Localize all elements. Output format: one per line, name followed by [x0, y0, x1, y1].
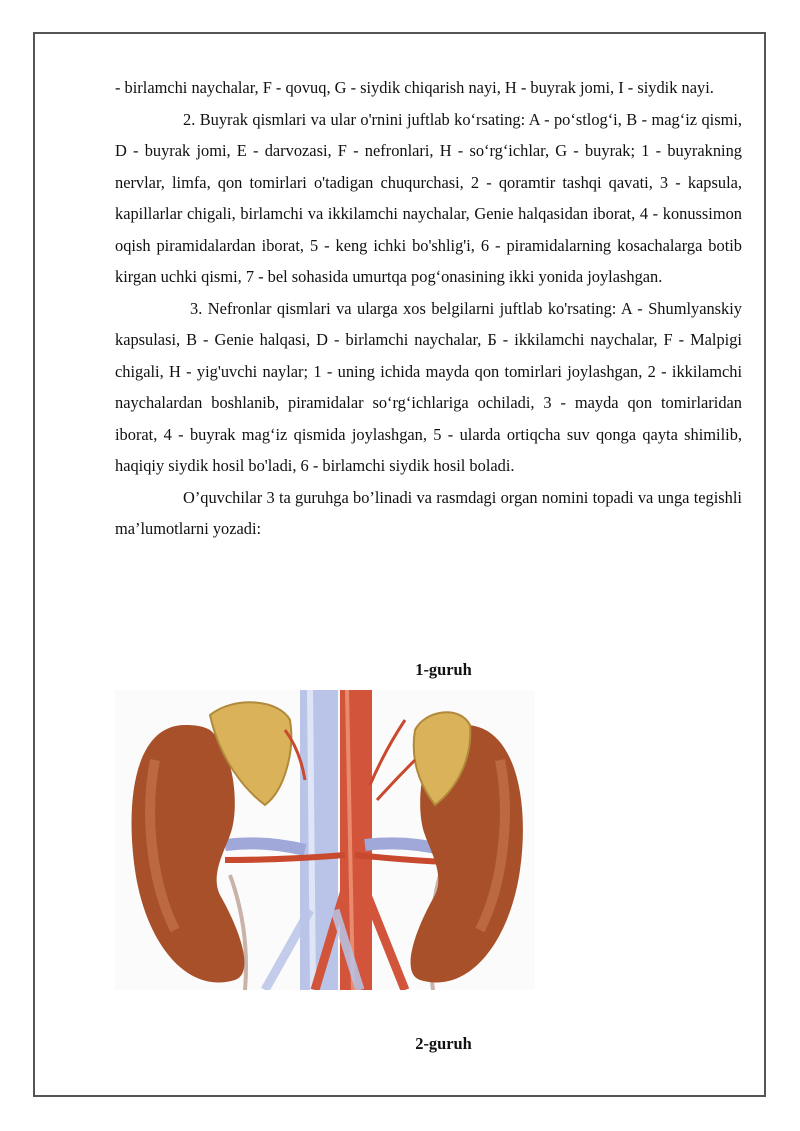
paragraph-question-2: 2. Buyrak qismlari va ular o'rnini juftlab ko‘rsating: A - po‘stlog‘i, B - mag‘iz qismi, D - buyrak jomi, E - darvozasi, F - nefronlari, H - so‘rg‘ichlar, G - buyrak; 1 - buyrakning nervlar, limfa, qon tomirlari o'tadigan chuqurchasi, 2 - qoramtir tashqi qavati, 3 - kapsula, kapillarlar chigali, birlamchi va ikkilamchi naychalar, Genie halqasidan iborat, 4 - konussimon oqish piramidalardan iborat, 5 - keng ichki bo'shlig'i, 6 - piramidalarning kosachalarga botib kirgan uchki qismi, 7 - bel sohasida umurtqa pog‘onasining ikki yonida joylashgan.: [115, 109, 742, 286]
vena-cava-highlight: [310, 690, 313, 990]
left-renal-artery: [225, 855, 345, 860]
kidney-illustration: [115, 690, 535, 990]
paragraph-question-3: 3. Nefronlar qismlari va ularga xos belgilarni juftlab ko'rsating: A - Shumlyanskiy kapsulasi, B - Genie halqasi, D - birlamchi naychalar, Б - ikkilamchi naychalar, F - Malpigi chigali, H - yig'uvchi naylar; 1 - uning ichida mayda qon tomirlari joylashgan, 2 - ikkilamchi naychalardan boshlanib, piramidalar so‘rg‘ichlariga ochiladi, 3 - mayda qon tomirlaridan iborat, 4 - buyrak mag‘iz qismida joylashgan, 5 - ularda ortiqcha suv qonga qayta shimilib, haqiqiy siydik hosil bo'ladi, 6 - birlamchi siydik hosil boladi.: [115, 298, 742, 475]
document-body: [115, 72, 742, 545]
caption-group-1: 1-guruh: [415, 660, 472, 679]
paragraph-continuation: - birlamchi naychalar, F - qovuq, G - siydik chiqarish nayi, H - buyrak jomi, I - siydik nayi.: [115, 78, 714, 97]
left-renal-vein: [225, 843, 305, 850]
kidney-diagram: [115, 690, 535, 990]
paragraph-instructions: O’quvchilar 3 ta guruhga bo’linadi va rasmdagi organ nomini topadi va unga tegishli ma’lumotlarni yozadi:: [115, 487, 742, 538]
caption-group-2: 2-guruh: [415, 1034, 472, 1053]
